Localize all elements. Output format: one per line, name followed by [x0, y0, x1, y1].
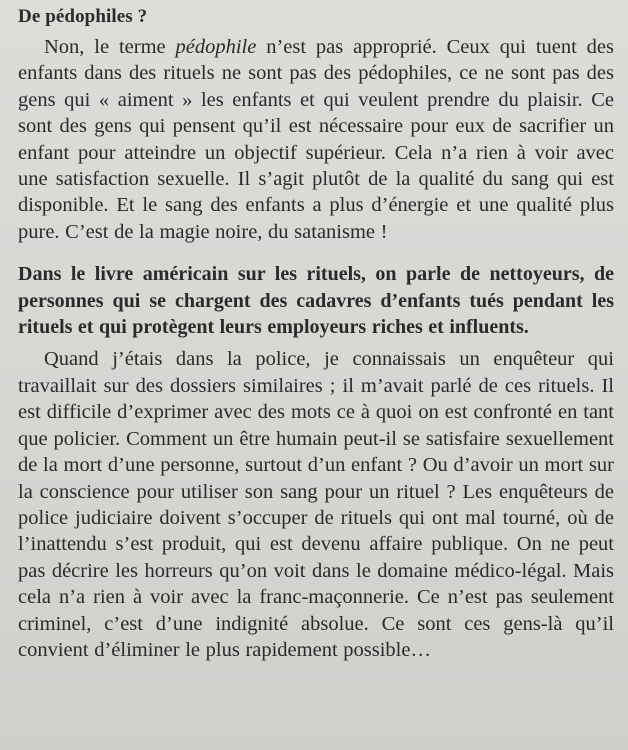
paragraph-answer-1-rest: n’est pas approprié. Ceux qui tuent des enfants dans des rituels ne sont pas des pédophiles, ce ne sont pas des gens qui « aiment » les enfants et qui veulent prendre du plaisir. Ce sont des gens qui pensent qu’il est nécessaire pour eux de sacrifier un enfant pour atteindre un objectif supérieur. Cela n’a rien à voir avec une satisfaction sexuelle. Il s’agit plutôt de la qualité du sang qui est disponible. Et le sang des enfants a plus d’énergie et une qualité plus pure. C’est de la magie noire, du satanisme !: [18, 36, 614, 243]
interview-question: Dans le livre américain sur les rituels, on parle de nettoyeurs, de personnes qui se chargent des cadavres d’enfants tués pendant les rituels et qui protègent leurs employeurs riches et influents.: [18, 263, 614, 339]
emphasized-term: pédophile: [175, 36, 257, 58]
paragraph-answer-1-start: Non, le terme: [44, 36, 176, 58]
paragraph-answer-2: Quand j’étais dans la police, je connaissais un enquêteur qui travaillait sur des dossiers similaires ; il m’avait parlé de ces rituels. Il est difficile d’exprimer avec des mots ce à quoi on est confronté en tant que policier. Comment un être humain peut-il se satisfaire sexuellement de la mort d’une personne, surtout d’un enfant ? Ou d’avoir un mort sur la conscience pour utiliser son sang pour un rituel ? Les enquêteurs de police judiciaire doivent s’occuper de rituels qui ont mal tourné, où de l’inattendu s’est produit, qui est devenu affaire publique. On ne peut pas décrire les horreurs qu’on voit dans le domaine médico-légal. Mais cela n’a rien à voir avec la franc-maçonnerie. Ce n’est pas seulement criminel, c’est d’une indignité absolue. Ce sont ces gens-là qu’il convient d’éliminer le plus rapidement possible…: [18, 348, 614, 661]
section-heading: De pédophiles ?: [18, 6, 148, 27]
paragraph-answer-1: [18, 34, 614, 245]
